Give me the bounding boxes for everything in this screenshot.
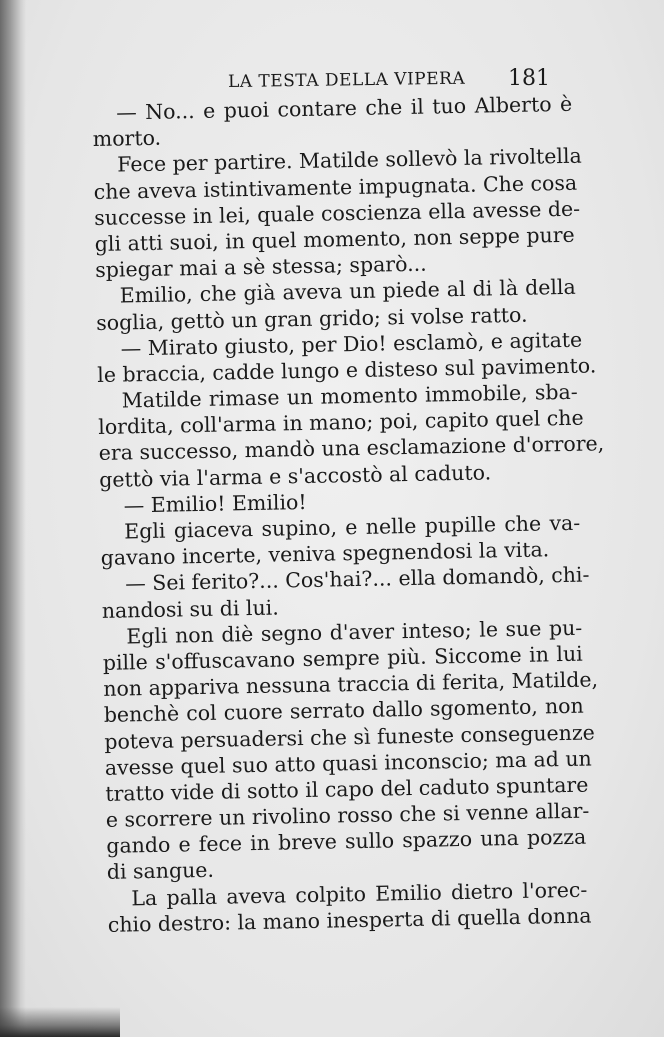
text-line: lordita, coll'arma in mano; poi, capito quel che: [98, 405, 584, 440]
text-line: spiegar mai a sè stessa; sparò...: [95, 251, 427, 283]
text-line: benchè col cuore serrato dallo sgomento, non: [103, 693, 584, 728]
text-line: gavano incerte, veniva spegnendosi la vita.: [100, 537, 550, 571]
text-line: tratto vide di sotto il capo del caduto spuntare: [105, 772, 589, 806]
body-text: [92, 91, 605, 938]
text-line: Egli non diè segno d'aver inteso; le sue pu-: [126, 615, 583, 649]
text-line: avesse quel suo atto quasi inconscio; ma ad un: [104, 746, 592, 780]
text-line: chio destro: la mano inesperta di quella donna: [107, 903, 592, 937]
text-line: poteva persuadersi che sì funeste conseguenze: [104, 719, 595, 754]
text-line: soglia, gettò un gran grido; si volse ratto.: [96, 302, 528, 335]
text-line: Emilio, che già aveva un piede al di là della: [119, 275, 576, 308]
page-corner-shadow: [0, 1007, 120, 1037]
text-line: — No... e puoi contare che il tuo Alberto è: [116, 91, 573, 125]
text-line: era successo, mandò una esclamazione d'orrore,: [98, 431, 605, 466]
text-line: e scorrere un rivolino rosso che si venne allar-: [105, 798, 590, 832]
text-line: le braccia, cadde lungo e disteso sul pavimento.: [97, 353, 597, 387]
text-line: pille s'offuscavano sempre più. Siccome in lui: [102, 641, 583, 675]
text-line: La palla aveva colpito Emilio dietro l'orec-: [131, 877, 588, 911]
text-line: gettò via l'arma e s'accostò al caduto.: [99, 460, 492, 492]
text-line: — Mirato giusto, per Dio! esclamò, e agitate: [120, 327, 583, 361]
text-line: di sangue.: [106, 858, 215, 885]
text-line: Egli giaceva supino, e nelle pupille che va-: [124, 510, 581, 544]
text-line: nandosi su di lui.: [101, 595, 279, 623]
running-title: LA TESTA DELLA VIPERA: [227, 68, 466, 92]
page-binding-edge: [0, 0, 26, 1037]
text-line: — Emilio! Emilio!: [123, 489, 307, 518]
text-line: — Sei ferito?... Cos'hai?... ella domandò, chi-: [125, 562, 590, 596]
text-line: che aveva istintivamente impugnata. Che cosa: [93, 170, 578, 204]
text-line: Matilde rimase un momento immobile, sba-: [121, 379, 578, 413]
text-line: morto.: [92, 125, 162, 152]
page-number: 181: [508, 66, 550, 91]
text-line: successe in lei, quale coscienza ella avesse de-: [94, 196, 581, 230]
text-line: gli atti suoi, in quel momento, non seppe pure: [94, 222, 575, 256]
text-line: non appariva nessuna traccia di ferita, Matilde,: [103, 667, 599, 702]
text-line: gando e fece in breve sullo spazzo una pozza: [106, 824, 587, 859]
text-line: Fece per partire. Matilde sollevò la rivoltella: [117, 143, 582, 177]
